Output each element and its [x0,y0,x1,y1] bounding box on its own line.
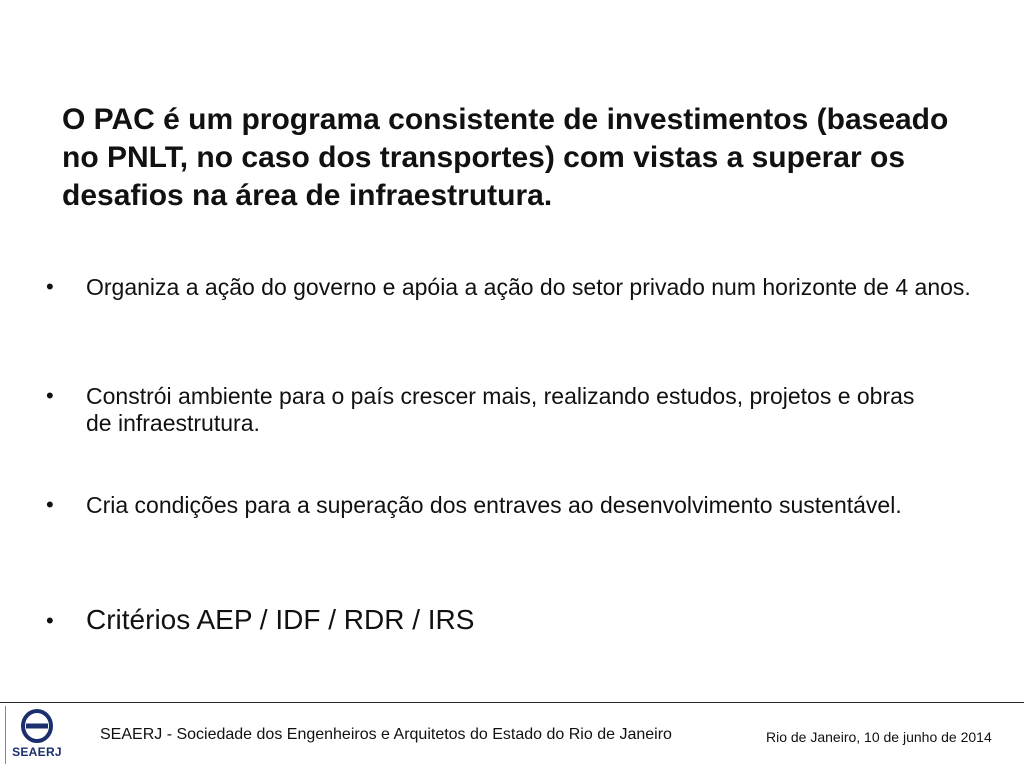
footer-divider [0,702,1024,703]
bullet-text: Constrói ambiente para o país crescer mais, realizando estudos, projetos e obras de infraestrutura. [86,383,915,436]
bullet-item [46,604,998,636]
footer-date: Rio de Janeiro, 10 de junho de 2014 [766,729,992,745]
bullet-text: Organiza a ação do governo e apóia a ação do setor privado num horizonte de 4 anos. [86,274,971,300]
bullet-item [46,274,998,301]
footer-organization: SEAERJ - Sociedade dos Engenheiros e Arquitetos do Estado do Rio de Janeiro [100,726,672,743]
seaerj-logo [10,708,64,764]
logo-text: SEAERJ [12,745,62,759]
footer-side-rule [5,706,6,764]
bullet-marker: • [46,383,54,408]
bullet-item [46,492,966,519]
seaerj-emblem-icon [20,708,54,744]
bullet-text: Critérios AEP / IDF / RDR / IRS [86,604,475,635]
slide-heading: O PAC é um programa consistente de investimentos (baseado no PNLT, no caso dos transportes) com vistas a superar os desafios na área de infraestrutura. [62,103,949,212]
bullet-item [46,383,946,437]
bullet-marker: • [46,274,54,299]
bullet-marker: • [46,492,54,517]
bullet-marker: • [46,608,54,633]
bullet-text: Cria condições para a superação dos entraves ao desenvolvimento sustentável. [86,492,902,518]
